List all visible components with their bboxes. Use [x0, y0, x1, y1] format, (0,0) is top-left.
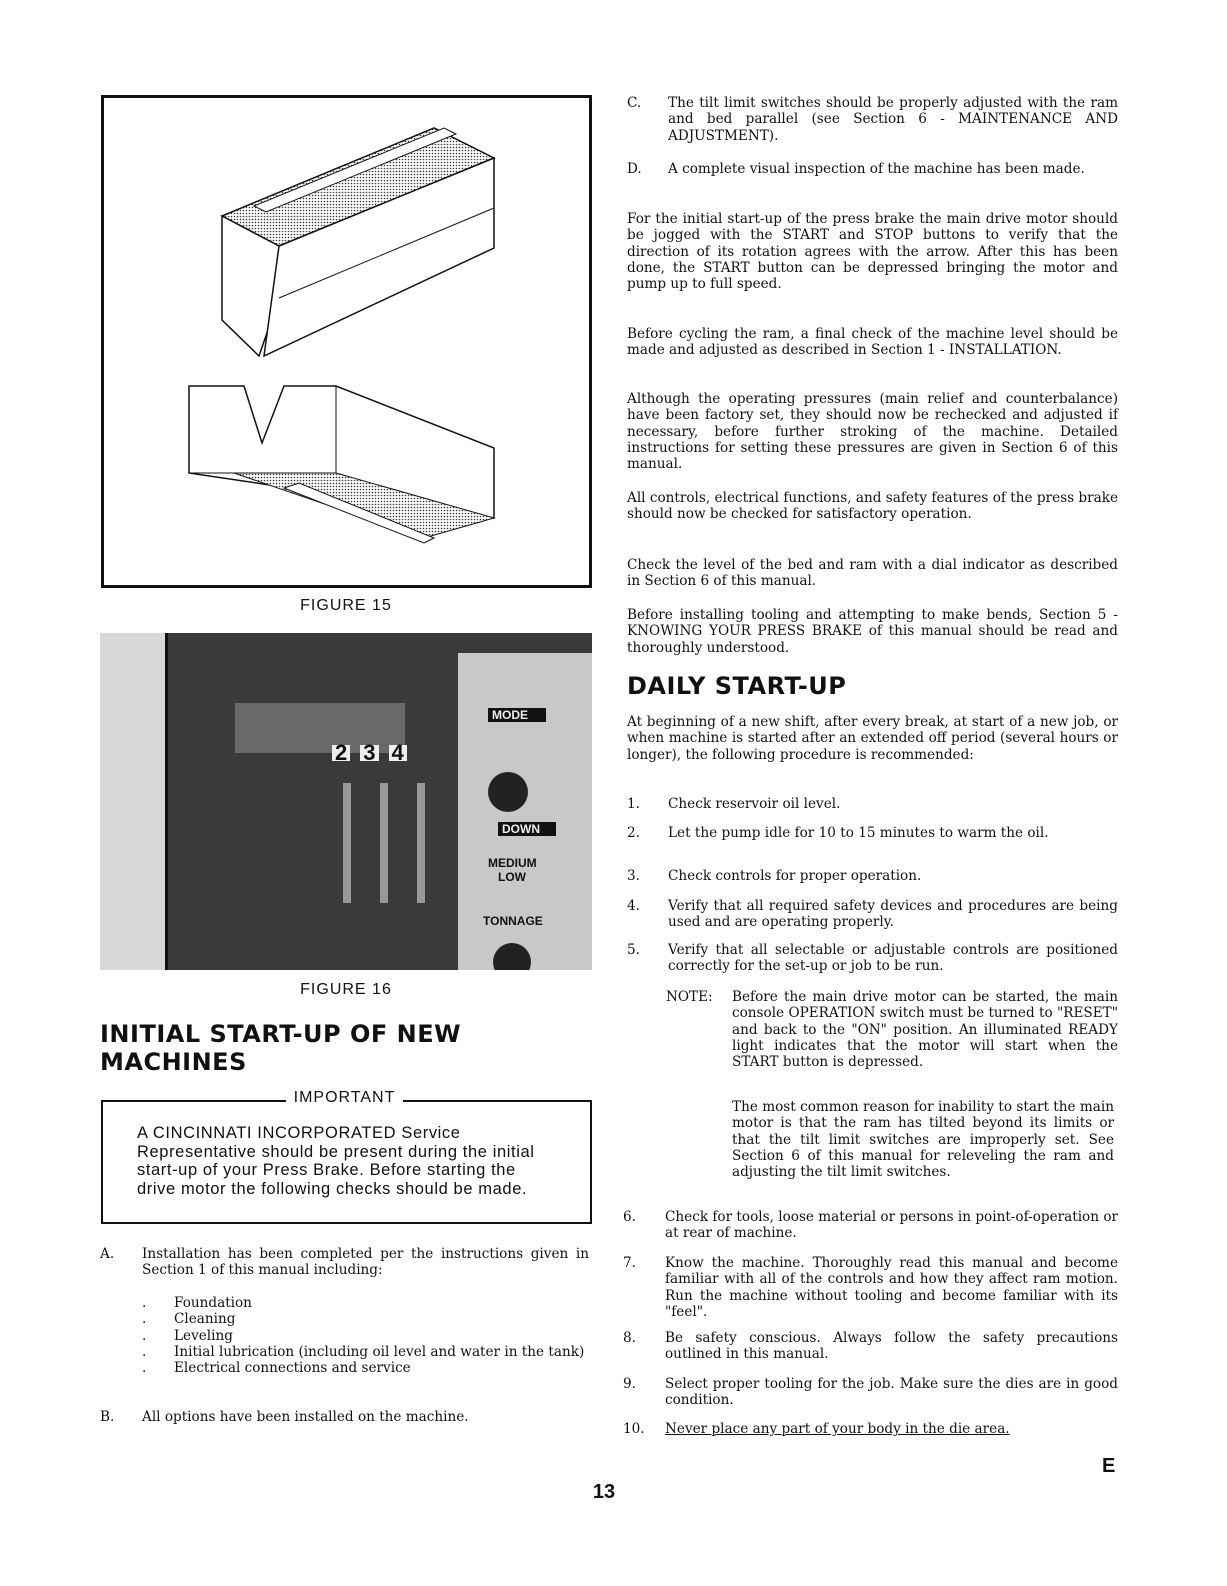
note-2: The most common reason for inability to start the main motor is that the ram has tilted beyond its limits or that the tilt limit switches are improperly set. See Section 6 of this manual for releveling the ram and adjusting the tilt limit switches. [732, 1099, 1114, 1181]
bullet-item: . Cleaning [142, 1311, 236, 1328]
step-number: 2. [627, 825, 640, 841]
switch-label-3: 3 [360, 745, 378, 761]
paragraph: Check the level of the bed and ram with a dial indicator as described in Section 6 of this manual. [627, 557, 1118, 590]
low-label: LOW [498, 870, 526, 884]
machine-frame [100, 633, 168, 970]
important-text: A CINCINNATI INCORPORATED Service Representative should be present during the initial start-up of your Press Brake. Before starting the drive motor the following checks should be made. [137, 1124, 535, 1198]
note-text: Before the main drive motor can be started, the main console OPERATION switch must be turned to "RESET" and back to the "ON" position. An illuminated READY light indicates that the motor will start when the START button is depressed. [732, 989, 1118, 1071]
tonnage-knob [493, 943, 531, 970]
note-label: NOTE: [666, 989, 713, 1005]
step-text: Never place any part of your body in the die area. [665, 1421, 1010, 1437]
page-number: 13 [592, 1481, 616, 1503]
item-letter: C. [627, 95, 642, 111]
section-heading-initial-startup: INITIAL START-UP OF NEW MACHINES [100, 1020, 462, 1076]
figure-16-caption: FIGURE 16 [300, 981, 392, 998]
step-text: Let the pump idle for 10 to 15 minutes to warm the oil. [668, 825, 1049, 841]
tonnage-label: TONNAGE [483, 914, 543, 928]
step-number: 1. [627, 796, 640, 812]
step-text: Verify that all selectable or adjustable controls are positioned correctly for the set-up or job to be run. [668, 942, 1118, 975]
switch-numbers [332, 740, 407, 765]
bullet-item: . Foundation [142, 1295, 252, 1311]
switch-label-2: 2 [332, 745, 350, 761]
divider [103, 1100, 286, 1102]
item-letter: D. [627, 161, 642, 177]
step-2 [627, 825, 1118, 841]
switch-label-4: 4 [389, 745, 407, 761]
step-4 [627, 898, 1118, 931]
important-title: IMPORTANT [293, 1089, 396, 1106]
control-panel [458, 653, 592, 970]
bullet-item: . Leveling [142, 1327, 233, 1344]
divider [403, 1100, 590, 1102]
step-number: 7. [623, 1255, 636, 1271]
step-number: 3. [627, 868, 640, 884]
important-box [101, 1089, 592, 1224]
step-number: 9. [623, 1376, 636, 1392]
step-8 [623, 1330, 1118, 1363]
daily-intro: At beginning of a new shift, after every break, at start of a new job, or when machine is started after an extended off period (several hours or longer), the following procedure is recommended: [627, 714, 1118, 763]
step-number: 10. [623, 1421, 645, 1437]
item-text: A complete visual inspection of the machine has been made. [668, 161, 1085, 177]
item-letter: B. [100, 1409, 115, 1425]
punch-and-die-illustration [104, 98, 589, 585]
bullet-list [142, 1295, 589, 1376]
medium-label: MEDIUM [488, 856, 537, 870]
step-10 [623, 1421, 1118, 1437]
checklist-item-c [627, 95, 1118, 144]
step-3 [627, 868, 1118, 884]
step-6 [623, 1209, 1118, 1242]
paragraph: Before installing tooling and attempting to make bends, Section 5 - KNOWING YOUR PRESS BRAKE of this manual should be read and thoroughly understood. [627, 607, 1118, 656]
step-number: 4. [627, 898, 640, 914]
step-9 [623, 1376, 1118, 1409]
item-text: Installation has been completed per the instructions given in Section 1 of this manual including: [142, 1246, 589, 1279]
checklist-item-a [100, 1246, 589, 1279]
mode-knob [488, 772, 528, 812]
step-text: Select proper tooling for the job. Make sure the dies are in good condition. [665, 1376, 1118, 1409]
step-text: Check controls for proper operation. [668, 868, 922, 884]
item-letter: A. [100, 1246, 115, 1262]
edition-mark: E [1102, 1455, 1116, 1477]
paragraph: Before cycling the ram, a final check of the machine level should be made and adjusted as described in Section 1 - INSTALLATION. [627, 326, 1118, 359]
paragraph: For the initial start-up of the press brake the main drive motor should be jogged with the START and STOP buttons to verify that the direction of its rotation agrees with the arrow. After this has been done, the START button can be depressed bringing the motor and pump up to full speed. [627, 211, 1118, 293]
rod [417, 783, 425, 903]
item-text: All options have been installed on the machine. [142, 1409, 469, 1425]
figure-15-caption: FIGURE 15 [300, 597, 392, 614]
step-number: 5. [627, 942, 640, 958]
step-1 [627, 796, 1118, 812]
step-number: 6. [623, 1209, 636, 1225]
bullet-text: Cleaning [174, 1311, 236, 1328]
figure-15-punch-die-drawing [101, 95, 592, 588]
checklist-item-d [627, 161, 1118, 177]
step-5 [627, 942, 1118, 975]
step-text: Be safety conscious. Always follow the safety precautions outlined in this manual. [665, 1330, 1118, 1363]
section-heading-daily-startup: DAILY START-UP [627, 672, 847, 700]
bullet-text: Electrical connections and service [174, 1360, 411, 1377]
step-text: Verify that all required safety devices and procedures are being used and are operating properly. [668, 898, 1118, 931]
bullet-item: . Electrical connections and service [142, 1360, 411, 1377]
mode-label: MODE [488, 708, 546, 722]
step-text: Check reservoir oil level. [668, 796, 841, 812]
rod [380, 783, 388, 903]
bullet-text: Leveling [174, 1327, 233, 1344]
step-number: 8. [623, 1330, 636, 1346]
down-label: DOWN [498, 822, 556, 836]
note-1 [666, 989, 1118, 1070]
bullet-text: Foundation [174, 1295, 252, 1311]
figure-16-control-panel-photo [100, 633, 592, 970]
bullet-text: Initial lubrication (including oil level and water in the tank) [174, 1343, 585, 1360]
item-text: The tilt limit switches should be properly adjusted with the ram and bed parallel (see Section 6 - MAINTENANCE AND ADJUSTMENT). [668, 95, 1118, 144]
step-7 [623, 1255, 1118, 1320]
paragraph: All controls, electrical functions, and safety features of the press brake should now be checked for satisfactory operation. [627, 490, 1118, 523]
bullet-item: . Initial lubrication (including oil level and water in the tank) [142, 1343, 585, 1360]
paragraph: Although the operating pressures (main relief and counterbalance) have been factory set, they should now be rechecked and adjusted if necessary, before further stroking of the machine. Detailed instructions for setting these pressures are given in Section 6 of this manual. [627, 391, 1118, 473]
checklist-item-b [100, 1409, 589, 1425]
step-text: Know the machine. Thoroughly read this manual and become familiar with all of the controls and how they affect ram motion. Run the machine without tooling and become familiar with its "feel". [665, 1255, 1118, 1320]
rod [343, 783, 351, 903]
step-text: Check for tools, loose material or persons in point-of-operation or at rear of machine. [665, 1209, 1118, 1242]
